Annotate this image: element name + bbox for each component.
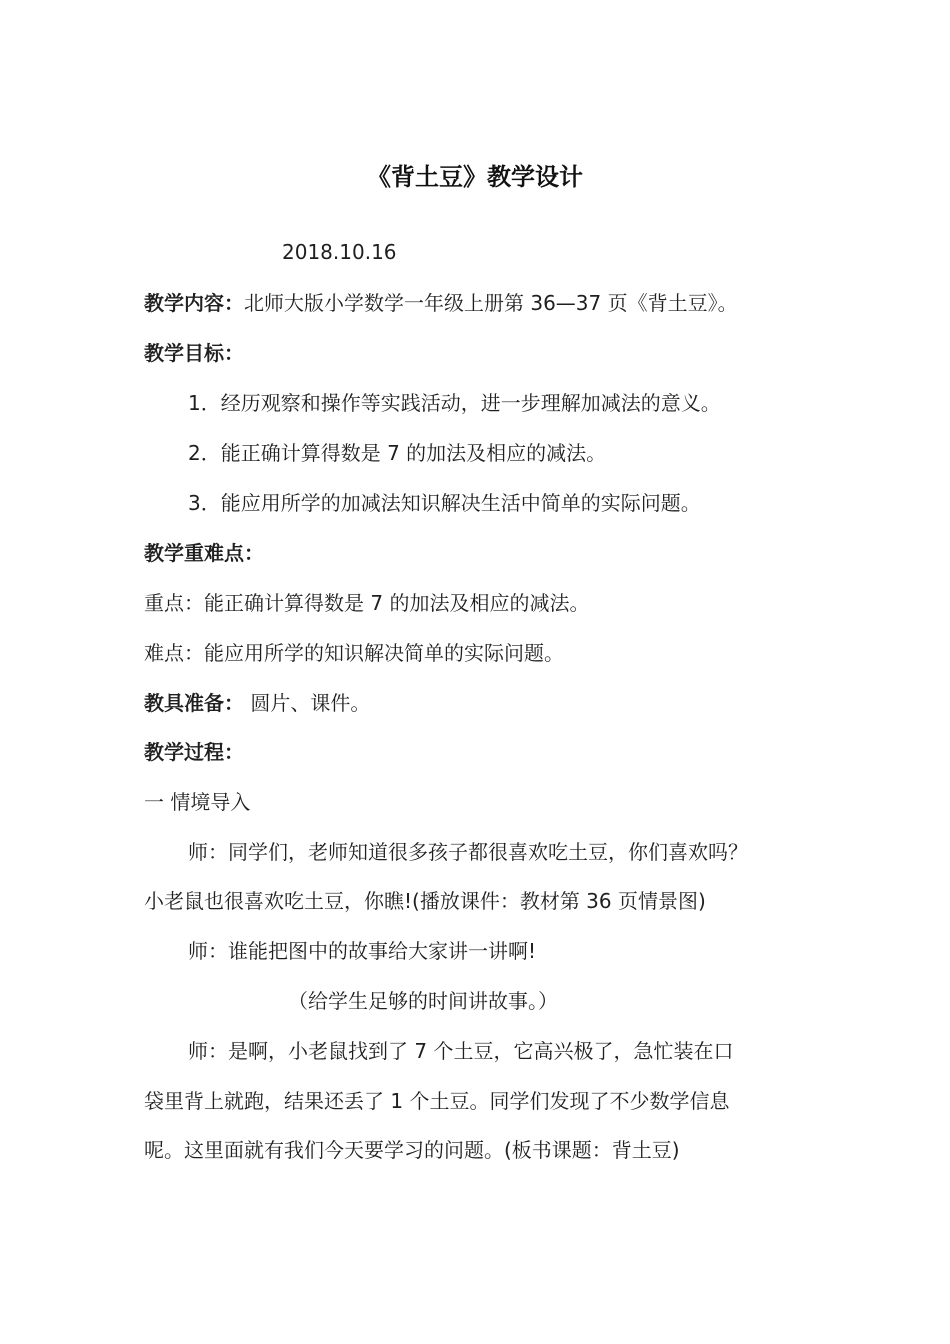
keypoint-difficulty: 难点：能应用所学的知识解决简单的实际问题。 — [144, 641, 564, 665]
teaching-content-text: 北师大版小学数学一年级上册第 36—37 页《背土豆》。 — [244, 291, 738, 315]
process-paragraph-line: 师：谁能把图中的故事给大家讲一讲啊! — [188, 939, 537, 963]
process-paragraph-line: 师：是啊，小老鼠找到了 7 个土豆，它高兴极了，急忙装在口 — [188, 1039, 734, 1063]
goal-item-2: 2．能正确计算得数是 7 的加法及相应的减法。 — [188, 441, 607, 465]
document-title: 《背土豆》教学设计 — [367, 163, 583, 191]
process-paragraph-line: 呢。这里面就有我们今天要学习的问题。(板书课题：背土豆) — [144, 1138, 680, 1162]
document-date: 2018.10.16 — [282, 240, 397, 264]
keypoints-label: 教学重难点： — [144, 541, 264, 565]
process-paragraph-line: 师：同学们，老师知道很多孩子都很喜欢吃土豆，你们喜欢吗？ — [188, 840, 748, 864]
section-heading-1: 一 情境导入 — [144, 790, 251, 814]
keypoint-focus: 重点：能正确计算得数是 7 的加法及相应的减法。 — [144, 591, 590, 615]
goal-item-3: 3．能应用所学的加减法知识解决生活中简单的实际问题。 — [188, 491, 701, 515]
goal-item-1: 1．经历观察和操作等实践活动，进一步理解加减法的意义。 — [188, 391, 721, 415]
process-note: （给学生足够的时间讲故事。） — [288, 989, 558, 1013]
teaching-goals-label: 教学目标： — [144, 341, 244, 365]
teaching-process-label: 教学过程： — [144, 740, 244, 764]
teaching-tools-text: 圆片、课件。 — [244, 691, 371, 715]
teaching-content — [144, 288, 806, 318]
teaching-tools-label: 教具准备： — [144, 691, 244, 715]
process-paragraph-line: 袋里背上就跑，结果还丢了 1 个土豆。同学们发现了不少数学信息 — [144, 1089, 730, 1113]
teaching-tools — [144, 688, 806, 718]
process-paragraph-line: 小老鼠也很喜欢吃土豆，你瞧!(播放课件：教材第 36 页情景图) — [144, 889, 706, 913]
teaching-content-label: 教学内容： — [144, 291, 244, 315]
